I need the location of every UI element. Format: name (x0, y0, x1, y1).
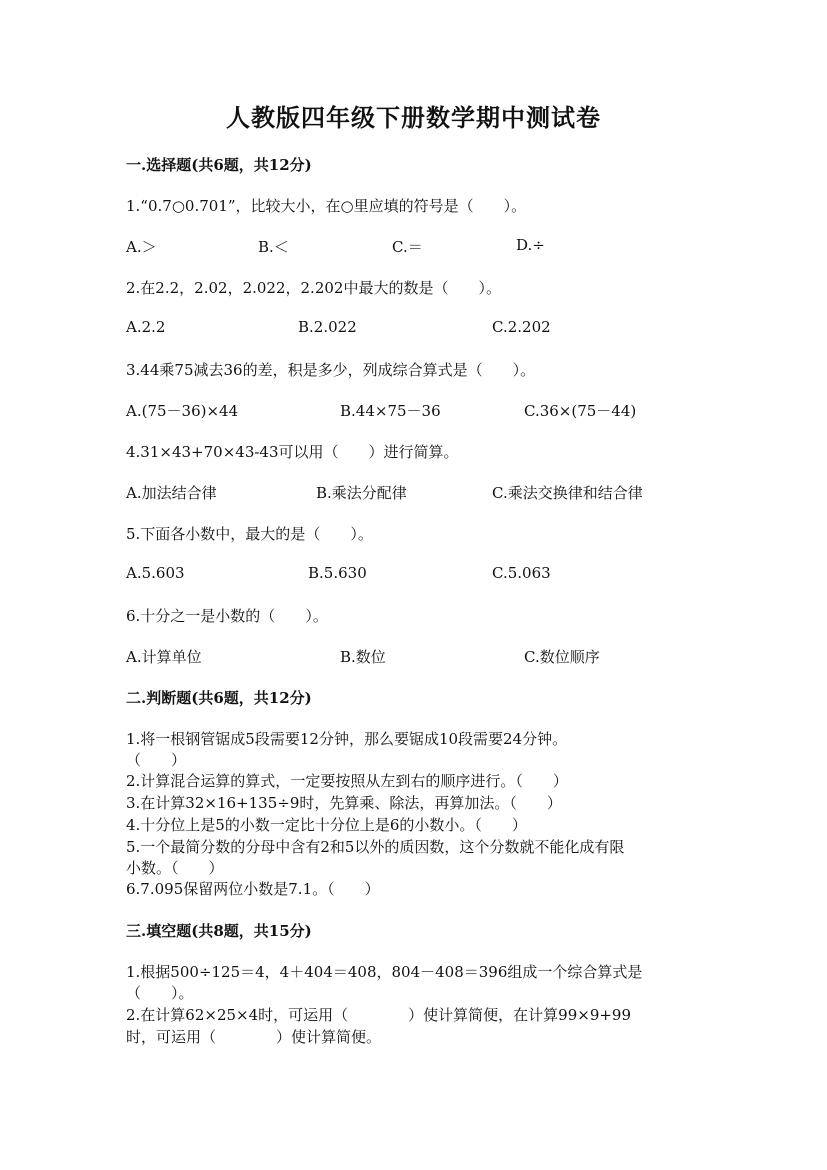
option-b: B.44×75－36 (340, 402, 441, 420)
question-stem: 1.“0.7○0.701”，比较大小，在○里应填的符号是（ ）。 (126, 197, 527, 215)
question-stem: 4.31×43+70×43-43可以用（ ）进行简算。 (126, 443, 459, 461)
option-b: B.5.630 (308, 564, 367, 582)
judge-item: 6.7.095保留两位小数是7.1。（ ） (126, 880, 380, 898)
option-a: A.2.2 (126, 318, 166, 336)
question-stem: 5.下面各小数中，最大的是（ ）。 (126, 525, 373, 543)
section-heading-fill: 三.填空题(共8题，共15分) (126, 922, 312, 940)
option-c: C.36×(75－44) (524, 402, 637, 420)
judge-item: 4.十分位上是5的小数一定比十分位上是6的小数小。（ ） (126, 816, 527, 834)
option-a: A.计算单位 (126, 648, 202, 666)
question-stem: 6.十分之一是小数的（ ）。 (126, 607, 328, 625)
section-heading-judge: 二.判断题(共6题，共12分) (126, 689, 312, 707)
judge-item: 3.在计算32×16+135÷9时，先算乘、除法，再算加法。（ ） (126, 794, 562, 812)
judge-item: 2.计算混合运算的算式，一定要按照从左到右的顺序进行。（ ） (126, 772, 568, 790)
option-a: A.加法结合律 (126, 484, 217, 502)
option-a: A.＞ (126, 238, 157, 256)
page-title: 人教版四年级下册数学期中测试卷 (226, 103, 601, 132)
question-stem: 3.44乘75减去36的差，积是多少，列成综合算式是（ ）。 (126, 361, 536, 379)
option-c: C.乘法交换律和结合律 (492, 484, 643, 502)
option-b: B.＜ (258, 238, 289, 256)
option-c: C.5.063 (492, 564, 551, 582)
judge-item-continuation: 小数。（ ） (126, 859, 224, 877)
fill-item: 2.在计算62×25×4时，可运用（ ）使计算简便，在计算99×9+99 (126, 1006, 632, 1024)
section-heading-choice: 一.选择题(共6题，共12分) (126, 156, 312, 174)
fill-item: 1.根据500÷125＝4，4＋404＝408，804－408＝396组成一个综合算式是 (126, 963, 643, 981)
option-b: B.2.022 (298, 318, 357, 336)
judge-item-blank: （ ） (126, 751, 187, 769)
fill-item-continuation: 时，可运用（ ）使计算简便。 (126, 1028, 382, 1046)
option-c: C.2.202 (492, 318, 551, 336)
option-a: A.(75－36)×44 (126, 402, 239, 420)
option-b: B.数位 (340, 648, 386, 666)
option-d: D.÷ (516, 236, 545, 254)
fill-item-continuation: （ ）。 (126, 984, 194, 1002)
judge-item: 1.将一根钢管锯成5段需要12分钟，那么要锯成10段需要24分钟。 (126, 730, 568, 748)
option-c: C.＝ (392, 238, 423, 256)
option-a: A.5.603 (126, 564, 185, 582)
option-b: B.乘法分配律 (316, 484, 407, 502)
option-c: C.数位顺序 (524, 648, 600, 666)
judge-item: 5.一个最简分数的分母中含有2和5以外的质因数，这个分数就不能化成有限 (126, 838, 625, 856)
question-stem: 2.在2.2，2.02，2.022，2.202中最大的数是（ ）。 (126, 279, 501, 297)
